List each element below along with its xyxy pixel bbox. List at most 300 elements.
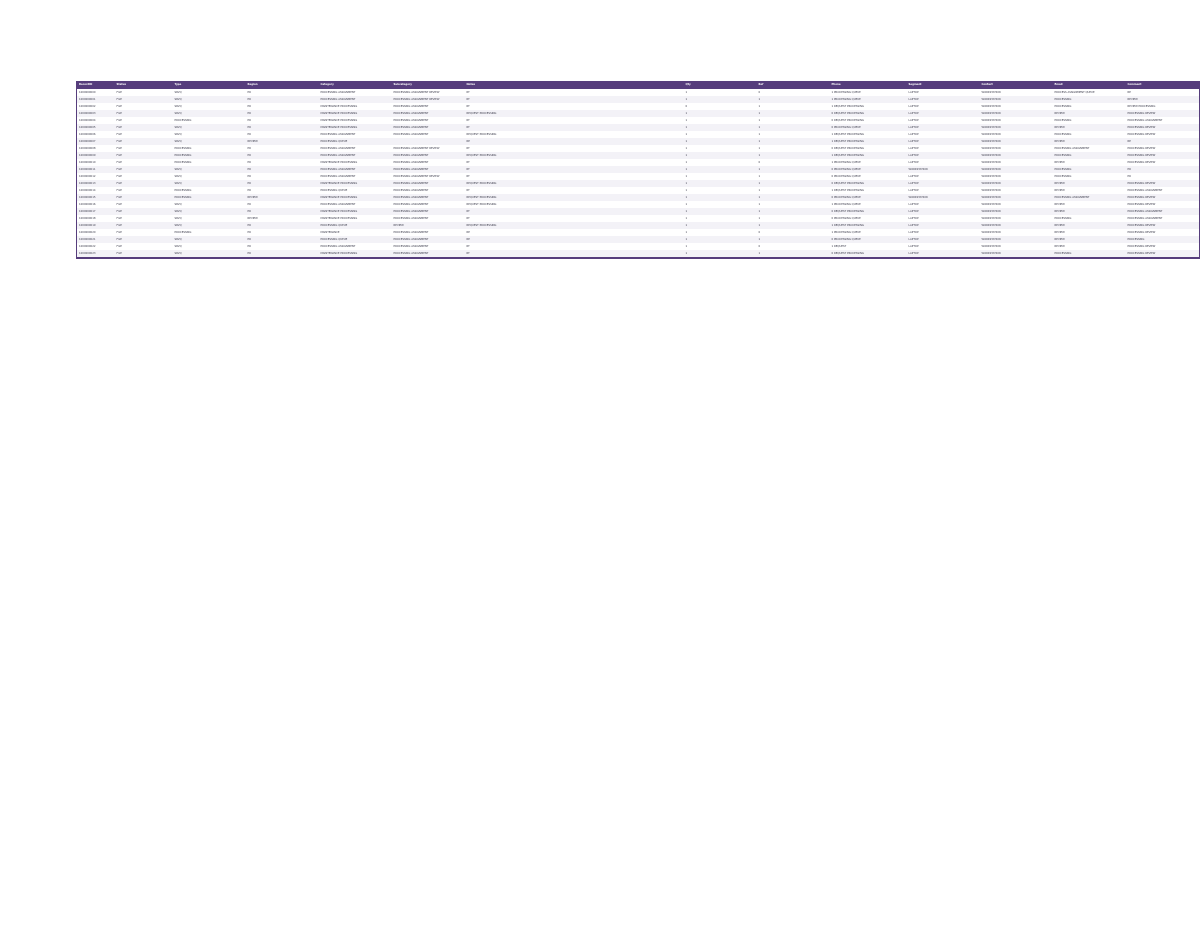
table-cell[interactable]: 1000000012 xyxy=(79,175,96,178)
table-cell[interactable]: FILE xyxy=(116,154,122,157)
table-cell[interactable]: PROCESSING ASSIGNMENT xyxy=(320,245,356,248)
table-cell[interactable]: PROCESSING xyxy=(1054,119,1072,122)
table-cell[interactable]: 1 xyxy=(758,203,761,206)
table-cell[interactable]: RE xyxy=(1127,140,1131,143)
table-cell[interactable]: REVIEW xyxy=(393,224,404,227)
table-cell[interactable]: 1 REQUEST PROCESSING xyxy=(831,224,864,227)
table-cell[interactable]: PROCESSING xyxy=(174,147,192,150)
table-cell[interactable]: PR xyxy=(247,161,251,164)
table-cell[interactable]: 0 PROCESSING QUEUE xyxy=(831,217,861,220)
table-cell[interactable]: SRVQ xyxy=(174,252,182,255)
column-header[interactable]: Contact xyxy=(981,83,993,86)
table-cell[interactable]: PROCESSING REVIEW xyxy=(1127,147,1156,150)
column-header[interactable]: Segment xyxy=(908,83,922,86)
table-cell[interactable]: 0 xyxy=(758,161,761,164)
column-header[interactable]: Phone xyxy=(831,83,841,86)
table-cell[interactable]: 1000000021 xyxy=(79,238,96,241)
table-cell[interactable]: 1000000018 xyxy=(79,217,96,220)
column-header[interactable]: Qty xyxy=(685,83,691,86)
table-cell[interactable]: PROCESSING ASSIGNMENT xyxy=(1054,147,1090,150)
table-cell[interactable]: PROCESSING ASSIGNMENT xyxy=(320,175,356,178)
table-cell[interactable]: PR xyxy=(1127,168,1131,171)
table-cell[interactable]: PR xyxy=(247,231,251,234)
table-cell[interactable]: 1000000000 xyxy=(79,91,96,94)
table-cell[interactable]: PROCESSING ASSIGNMENT xyxy=(1127,217,1163,220)
table-cell[interactable]: WORKSTATION xyxy=(981,147,1001,150)
table-cell[interactable] xyxy=(538,166,611,173)
table-cell[interactable]: PROCESSING ASSIGNMENT xyxy=(320,168,356,171)
table-cell[interactable]: REQUEST PROCESSING xyxy=(466,203,497,206)
table-cell[interactable]: LAPTOP xyxy=(908,154,919,157)
table-cell[interactable]: 1 xyxy=(758,147,761,150)
table-cell[interactable]: 1 REQUEST PROCESSING xyxy=(831,154,864,157)
table-cell[interactable]: LAPTOP xyxy=(908,182,919,185)
table-cell[interactable]: REVIEW PROCESSING xyxy=(1127,105,1156,108)
table-cell[interactable] xyxy=(611,250,684,258)
table-cell[interactable]: RT xyxy=(466,98,470,101)
table-cell[interactable]: FILE xyxy=(116,196,122,199)
table-cell[interactable]: 1 xyxy=(685,98,688,101)
table-cell[interactable] xyxy=(538,96,611,103)
table-cell[interactable]: REVIEW xyxy=(1054,161,1065,164)
table-cell[interactable]: 0 xyxy=(758,91,761,94)
table-cell[interactable]: 1 xyxy=(685,161,688,164)
table-cell[interactable]: PROCESSING xyxy=(174,154,192,157)
table-cell[interactable] xyxy=(611,180,684,187)
table-cell[interactable]: PROCESSING ASSIGNMENT xyxy=(393,203,429,206)
table-cell[interactable]: PROCESSING ASSIGNMENT xyxy=(393,196,429,199)
table-cell[interactable]: REQUEST PROCESSING xyxy=(466,224,497,227)
table-cell[interactable]: WORKSTATION xyxy=(981,231,1001,234)
table-cell[interactable]: PROCESSING ASSIGNMENT xyxy=(393,112,429,115)
table-cell[interactable]: REQUEST PROCESSING xyxy=(466,196,497,199)
table-cell[interactable]: PR xyxy=(247,175,251,178)
table-cell[interactable]: SRVQ xyxy=(174,210,182,213)
column-header[interactable]: Email xyxy=(1054,83,1063,86)
table-cell[interactable]: 1 xyxy=(758,182,761,185)
table-cell[interactable]: WORKSTATION xyxy=(981,119,1001,122)
table-cell[interactable]: PROCESSING ASSIGNMENT xyxy=(393,105,429,108)
table-cell[interactable]: WORKSTATION xyxy=(981,196,1001,199)
table-cell[interactable]: FILE xyxy=(116,203,122,206)
table-row[interactable] xyxy=(77,208,1200,215)
table-cell[interactable]: 1 xyxy=(685,189,688,192)
table-cell[interactable]: FILE xyxy=(116,119,122,122)
table-cell[interactable]: 1 xyxy=(685,231,688,234)
table-cell[interactable]: 1 PROCESSING QUEUE xyxy=(831,203,861,206)
table-cell[interactable] xyxy=(538,89,611,96)
table-cell[interactable]: PR xyxy=(247,133,251,136)
table-cell[interactable]: PROCESSING REVIEW xyxy=(1127,231,1156,234)
table-cell[interactable]: PR xyxy=(247,238,251,241)
table-cell[interactable]: 1000000010 xyxy=(79,161,96,164)
table-cell[interactable]: PR xyxy=(247,119,251,122)
table-cell[interactable]: LAPTOP xyxy=(908,91,919,94)
table-cell[interactable]: PROCESSING REVIEW xyxy=(1127,196,1156,199)
table-cell[interactable]: 1 xyxy=(685,140,688,143)
table-cell[interactable]: PROCESSING ASSIGNMENT xyxy=(393,189,429,192)
table-cell[interactable]: WORKSTATION xyxy=(981,91,1001,94)
table-cell[interactable]: 1 xyxy=(758,112,761,115)
table-cell[interactable]: 1 xyxy=(758,189,761,192)
table-cell[interactable]: REQUEST PROCESSING xyxy=(466,112,497,115)
table-cell[interactable]: 1 REQUEST xyxy=(831,245,847,248)
table-cell[interactable]: 1 xyxy=(685,126,688,129)
table-cell[interactable] xyxy=(611,89,684,96)
table-cell[interactable]: LAPTOP xyxy=(908,161,919,164)
table-cell[interactable] xyxy=(538,222,611,229)
column-header[interactable] xyxy=(611,81,684,89)
table-cell[interactable]: WORKSTATION xyxy=(981,112,1001,115)
table-cell[interactable]: RT xyxy=(466,105,470,108)
table-row[interactable] xyxy=(77,236,1200,243)
table-cell[interactable]: 1000000023 xyxy=(79,252,96,255)
table-cell[interactable]: RT xyxy=(466,119,470,122)
table-cell[interactable]: RT xyxy=(466,126,470,129)
table-cell[interactable]: 0 PROCESSING QUEUE xyxy=(831,196,861,199)
table-cell[interactable]: SRVQ xyxy=(174,217,182,220)
table-cell[interactable]: PROCESSING xyxy=(1054,175,1072,178)
table-cell[interactable]: MAINTENANCE PROCESSING xyxy=(320,182,358,185)
table-cell[interactable]: WORKSTATION xyxy=(981,98,1001,101)
column-header[interactable]: RecordID xyxy=(79,83,93,86)
table-cell[interactable]: FILE xyxy=(116,217,122,220)
table-cell[interactable] xyxy=(538,215,611,222)
table-row[interactable] xyxy=(77,89,1200,96)
table-cell[interactable]: SRVQ xyxy=(174,182,182,185)
table-cell[interactable]: WORKSTATION xyxy=(981,189,1001,192)
table-cell[interactable]: SRVQ xyxy=(174,112,182,115)
table-cell[interactable]: PROCESSING ASSIGNMENT REVIEW xyxy=(393,175,440,178)
table-cell[interactable]: PROCESSING xyxy=(174,161,192,164)
table-cell[interactable]: PROCESSING ASSIGNMENT xyxy=(320,91,356,94)
table-cell[interactable]: REVIEW xyxy=(247,140,258,143)
table-cell[interactable]: WORKSTATION xyxy=(981,182,1001,185)
table-cell[interactable]: LAPTOP xyxy=(908,112,919,115)
table-cell[interactable]: RT xyxy=(466,252,470,255)
table-cell[interactable]: PROCESSING ASSIGNMENT xyxy=(393,154,429,157)
table-cell[interactable]: FILE xyxy=(116,140,122,143)
table-cell[interactable]: PR xyxy=(247,98,251,101)
table-cell[interactable]: REVIEW xyxy=(247,196,258,199)
table-cell[interactable]: WORKSTATION xyxy=(981,210,1001,213)
table-cell[interactable]: RT xyxy=(466,147,470,150)
table-cell[interactable]: 1 xyxy=(685,210,688,213)
table-cell[interactable]: PROCESSING REVIEW xyxy=(1127,203,1156,206)
table-cell[interactable]: PROCESSING ASSIGNMENT xyxy=(1127,210,1163,213)
column-header[interactable]: Notes xyxy=(466,83,475,86)
table-cell[interactable]: LAPTOP xyxy=(908,245,919,248)
table-cell[interactable] xyxy=(611,215,684,222)
table-cell[interactable]: SRVQ xyxy=(174,245,182,248)
table-cell[interactable]: FILE xyxy=(116,182,122,185)
table-cell[interactable]: WORKSTATION xyxy=(981,224,1001,227)
table-cell[interactable]: PROCESSING ASSIGNMENT xyxy=(320,203,356,206)
table-cell[interactable]: PROCESSING ASSIGNMENT xyxy=(393,161,429,164)
table-cell[interactable]: 1000000004 xyxy=(79,119,96,122)
table-cell[interactable]: PR xyxy=(247,105,251,108)
table-row[interactable] xyxy=(77,229,1200,236)
table-cell[interactable]: PROCESSING xyxy=(1054,133,1072,136)
table-cell[interactable]: 1 xyxy=(758,168,761,171)
table-cell[interactable]: WORKSTATION xyxy=(981,252,1001,255)
table-row[interactable] xyxy=(77,180,1200,187)
table-cell[interactable]: RE xyxy=(466,231,470,234)
table-cell[interactable]: WORKSTATION xyxy=(908,196,928,199)
table-cell[interactable] xyxy=(611,124,684,131)
table-cell[interactable]: 1 xyxy=(758,210,761,213)
table-cell[interactable]: WORKSTATION xyxy=(981,133,1001,136)
table-cell[interactable]: PR xyxy=(247,210,251,213)
table-cell[interactable]: REVIEW xyxy=(1054,231,1065,234)
table-cell[interactable]: FILE xyxy=(116,238,122,241)
table-cell[interactable]: WORKSTATION xyxy=(981,203,1001,206)
table-cell[interactable]: MAINTENANCE PROCESSING xyxy=(320,112,358,115)
table-cell[interactable]: REVIEW xyxy=(1054,245,1065,248)
table-cell[interactable]: RE xyxy=(466,140,470,143)
table-cell[interactable]: PROCESSING QUEUE xyxy=(320,189,348,192)
table-cell[interactable]: LAPTOP xyxy=(908,217,919,220)
table-cell[interactable]: MAINTENANCE PROCESSING xyxy=(320,119,358,122)
table-cell[interactable]: PROCESSING xyxy=(174,119,192,122)
table-cell[interactable]: RE xyxy=(466,238,470,241)
column-header[interactable]: Ref xyxy=(758,83,764,86)
table-cell[interactable]: WORKSTATION xyxy=(981,168,1001,171)
table-cell[interactable]: PROCESSING ASSIGNMENT xyxy=(393,168,429,171)
table-cell[interactable]: PROCESSING ASSIGNMENT xyxy=(320,133,356,136)
table-row[interactable] xyxy=(77,152,1200,159)
table-cell[interactable]: 1 xyxy=(758,126,761,129)
table-cell[interactable]: PR xyxy=(247,168,251,171)
table-cell[interactable]: 1 REQUEST PROCESSING xyxy=(831,105,864,108)
table-cell[interactable]: 1 xyxy=(685,203,688,206)
table-cell[interactable]: 0 REQUEST PROCESSING xyxy=(831,112,864,115)
table-cell[interactable]: PROCESSING ASSIGNMENT xyxy=(1127,119,1163,122)
table-cell[interactable]: PROCESSING xyxy=(174,196,192,199)
table-cell[interactable] xyxy=(611,131,684,138)
table-cell[interactable]: SRVQ xyxy=(174,224,182,227)
table-cell[interactable]: LAPTOP xyxy=(908,147,919,150)
table-cell[interactable]: RT xyxy=(466,189,470,192)
table-cell[interactable]: REVIEW xyxy=(1054,224,1065,227)
table-cell[interactable]: RT xyxy=(466,175,470,178)
table-cell[interactable]: 1 xyxy=(758,175,761,178)
table-cell[interactable]: PR xyxy=(247,224,251,227)
table-cell[interactable]: LAPTOP xyxy=(908,105,919,108)
table-cell[interactable]: PROCESSING ASSIGNMENT xyxy=(393,133,429,136)
table-cell[interactable]: PROCESSING QUEUE xyxy=(320,238,348,241)
table-cell[interactable]: PROCESSING ASSIGNMENT xyxy=(320,98,356,101)
table-row[interactable] xyxy=(77,110,1200,117)
table-cell[interactable]: PROCESSING ASSIGNMENT xyxy=(1127,189,1163,192)
table-cell[interactable]: 1 xyxy=(758,105,761,108)
table-cell[interactable]: MAINTENANCE PROCESSING xyxy=(320,196,358,199)
table-cell[interactable]: SRVQ xyxy=(174,98,182,101)
table-cell[interactable]: 1 xyxy=(685,238,688,241)
table-cell[interactable]: SRVQ xyxy=(174,133,182,136)
table-cell[interactable]: PROCESSING ASSIGNMENT xyxy=(393,217,429,220)
table-cell[interactable]: PR xyxy=(247,203,251,206)
table-cell[interactable]: REVIEW xyxy=(1054,112,1065,115)
table-cell[interactable]: REVIEW xyxy=(1054,140,1065,143)
table-cell[interactable]: PROCESSING xyxy=(1054,168,1072,171)
table-cell[interactable]: 1 PROCESSING QUEUE xyxy=(831,98,861,101)
table-cell[interactable]: 1 xyxy=(685,175,688,178)
table-cell[interactable]: WORKSTATION xyxy=(981,217,1001,220)
table-cell[interactable]: PROCESSING QUEUE xyxy=(320,140,348,143)
table-cell[interactable]: WORKSTATION xyxy=(981,238,1001,241)
table-cell[interactable] xyxy=(611,152,684,159)
table-cell[interactable]: REVIEW xyxy=(1054,182,1065,185)
table-cell[interactable]: REVIEW xyxy=(1054,203,1065,206)
table-cell[interactable]: 1000000013 xyxy=(79,182,96,185)
table-cell[interactable] xyxy=(538,201,611,208)
table-cell[interactable]: FILE xyxy=(116,252,122,255)
table-cell[interactable]: 0 xyxy=(758,231,761,234)
table-cell[interactable]: PROCESSING REVIEW xyxy=(1127,126,1156,129)
table-row[interactable] xyxy=(77,96,1200,103)
table-cell[interactable] xyxy=(538,159,611,166)
table-cell[interactable] xyxy=(611,145,684,152)
table-cell[interactable]: PROCESSING REVIEW xyxy=(1127,252,1156,255)
table-cell[interactable]: REVIEW xyxy=(1054,210,1065,213)
table-cell[interactable]: LAPTOP xyxy=(908,126,919,129)
table-cell[interactable]: 1 PROCESSING QUEUE xyxy=(831,161,861,164)
table-cell[interactable]: MAINTENANCE PROCESSING xyxy=(320,217,358,220)
table-cell[interactable]: LAPTOP xyxy=(908,231,919,234)
table-cell[interactable] xyxy=(611,138,684,145)
table-cell[interactable]: PR xyxy=(247,189,251,192)
table-cell[interactable]: FILE xyxy=(116,133,122,136)
table-cell[interactable] xyxy=(611,201,684,208)
table-row[interactable] xyxy=(77,201,1200,208)
table-cell[interactable]: FILE xyxy=(116,161,122,164)
table-cell[interactable]: 1 xyxy=(685,154,688,157)
table-cell[interactable]: PROCESSING REVIEW xyxy=(1127,161,1156,164)
table-cell[interactable]: 1 xyxy=(758,133,761,136)
table-cell[interactable]: PROCESSING ASSIGNMENT xyxy=(320,147,356,150)
table-cell[interactable] xyxy=(611,229,684,236)
table-cell[interactable]: SRVQ xyxy=(174,126,182,129)
column-header[interactable]: Subcategory xyxy=(393,83,412,86)
table-cell[interactable]: REVIEW xyxy=(1127,98,1138,101)
column-header[interactable]: Status xyxy=(116,83,126,86)
table-cell[interactable]: 1 xyxy=(758,119,761,122)
table-cell[interactable]: PROCESSING REVIEW xyxy=(1127,133,1156,136)
table-cell[interactable]: REVIEW xyxy=(1054,126,1065,129)
table-cell[interactable]: PROCESSING xyxy=(1054,98,1072,101)
table-cell[interactable] xyxy=(538,208,611,215)
table-row[interactable] xyxy=(77,166,1200,173)
table-cell[interactable]: RE xyxy=(1127,91,1131,94)
table-cell[interactable]: PROCESSING xyxy=(174,231,192,234)
table-cell[interactable]: WORKSTATION xyxy=(908,168,928,171)
table-cell[interactable] xyxy=(538,236,611,243)
table-cell[interactable]: 1 xyxy=(685,217,688,220)
table-cell[interactable]: 1 xyxy=(758,98,761,101)
table-cell[interactable]: 1000000002 xyxy=(79,105,96,108)
table-cell[interactable]: PROCESSING xyxy=(1054,252,1072,255)
table-cell[interactable]: 0 REQUEST PROCESSING xyxy=(831,147,864,150)
table-cell[interactable]: PROCESSING ASSIGNMENT xyxy=(393,245,429,248)
table-cell[interactable] xyxy=(611,166,684,173)
table-cell[interactable]: SRVQ xyxy=(174,203,182,206)
table-cell[interactable] xyxy=(392,138,465,145)
table-cell[interactable] xyxy=(538,103,611,110)
table-cell[interactable]: 0 PROCESSING QUEUE xyxy=(831,175,861,178)
table-cell[interactable]: 1 xyxy=(685,196,688,199)
table-cell[interactable]: 1000000001 xyxy=(79,98,96,101)
table-cell[interactable]: PROCESSING xyxy=(174,189,192,192)
table-cell[interactable]: 1 xyxy=(685,224,688,227)
table-cell[interactable]: PROCESSING ASSIGNMENT REVIEW xyxy=(393,147,440,150)
table-cell[interactable]: 1 xyxy=(685,91,688,94)
table-cell[interactable]: 1 REQUEST PROCESSING xyxy=(831,140,864,143)
table-cell[interactable]: PR xyxy=(247,91,251,94)
table-cell[interactable] xyxy=(538,250,611,258)
table-cell[interactable]: PR xyxy=(247,112,251,115)
table-cell[interactable] xyxy=(538,187,611,194)
table-cell[interactable]: MAINTENANCE xyxy=(320,231,340,234)
table-cell[interactable]: LAPTOP xyxy=(908,210,919,213)
table-cell[interactable]: 0 PROCESSING QUEUE xyxy=(831,238,861,241)
table-cell[interactable] xyxy=(611,194,684,201)
table-row[interactable] xyxy=(77,173,1200,180)
table-cell[interactable]: SRVQ xyxy=(174,168,182,171)
table-cell[interactable]: FILE xyxy=(116,224,122,227)
table-cell[interactable]: 1000000008 xyxy=(79,147,96,150)
table-cell[interactable]: PR xyxy=(247,154,251,157)
column-header[interactable]: Region xyxy=(247,83,258,86)
table-cell[interactable]: PROCESSING REVIEW xyxy=(1127,182,1156,185)
table-cell[interactable]: FILE xyxy=(116,112,122,115)
table-row[interactable] xyxy=(77,187,1200,194)
table-cell[interactable]: PROCESSING xyxy=(1054,217,1072,220)
table-cell[interactable]: 1000000003 xyxy=(79,112,96,115)
column-header[interactable] xyxy=(538,81,611,89)
table-row[interactable] xyxy=(77,117,1200,124)
table-cell[interactable]: 1 xyxy=(685,133,688,136)
table-cell[interactable]: 1 xyxy=(685,119,688,122)
table-cell[interactable]: 1000000009 xyxy=(79,154,96,157)
table-cell[interactable]: 0 REQUEST PROCESSING xyxy=(831,252,864,255)
table-cell[interactable]: 1000000006 xyxy=(79,133,96,136)
table-cell[interactable]: 1000000020 xyxy=(79,231,96,234)
table-cell[interactable]: PROCESSING ASSIGNMENT xyxy=(393,126,429,129)
table-cell[interactable]: 1 REQUEST PROCESSING xyxy=(831,133,864,136)
table-cell[interactable]: MAINTENANCE PROCESSING xyxy=(320,105,358,108)
table-cell[interactable]: 1 xyxy=(685,252,688,255)
table-cell[interactable]: 1 xyxy=(758,217,761,220)
table-row[interactable] xyxy=(77,243,1200,250)
table-cell[interactable]: FILE xyxy=(116,231,122,234)
table-row[interactable] xyxy=(77,250,1200,258)
table-cell[interactable]: LAPTOP xyxy=(908,189,919,192)
table-cell[interactable]: WORKSTATION xyxy=(981,140,1001,143)
table-cell[interactable]: REVIEW xyxy=(1054,189,1065,192)
table-row[interactable] xyxy=(77,222,1200,229)
table-cell[interactable]: LAPTOP xyxy=(908,203,919,206)
table-cell[interactable]: PROCESSING QUEUE xyxy=(320,224,348,227)
table-cell[interactable]: REQUEST PROCESSING xyxy=(466,182,497,185)
table-cell[interactable] xyxy=(611,208,684,215)
table-cell[interactable]: 1 xyxy=(758,196,761,199)
table-cell[interactable]: 0 PROCESSING QUEUE xyxy=(831,168,861,171)
table-cell[interactable]: PROCESSING ASSIGNMENT xyxy=(393,182,429,185)
table-cell[interactable] xyxy=(538,117,611,124)
table-cell[interactable]: REVIEW xyxy=(1054,238,1065,241)
table-cell[interactable] xyxy=(611,96,684,103)
